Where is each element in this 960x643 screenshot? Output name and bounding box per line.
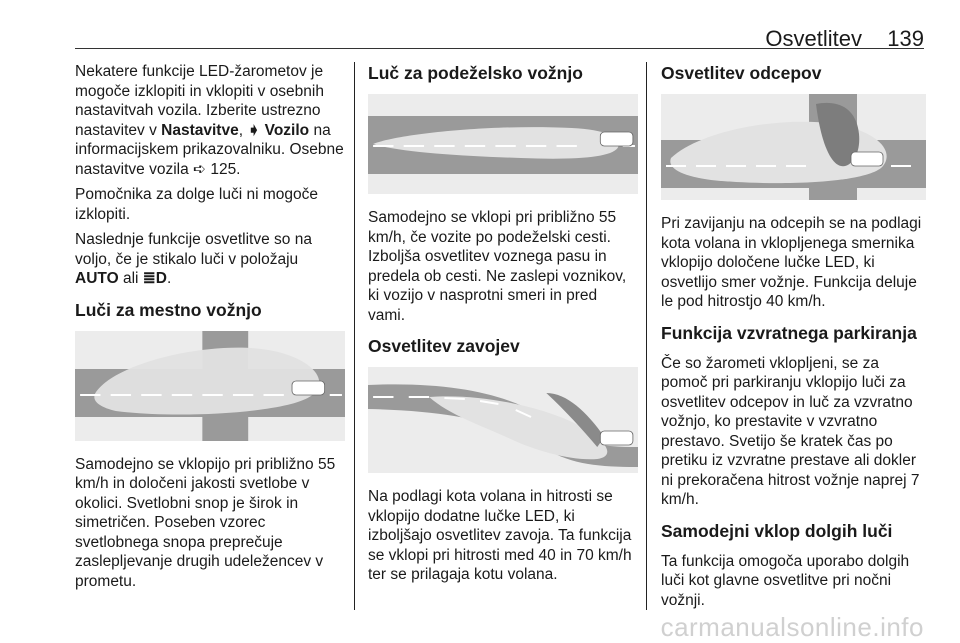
section-heading-country: Luč za podeželsko vožnjo <box>368 63 583 83</box>
header-rule <box>75 48 924 49</box>
country-light-illustration <box>368 94 638 194</box>
section-heading-city: Luči za mestno vožnjo <box>75 299 262 320</box>
paragraph: Naslednje funkcije osvetlitve so na voljo, če je stikalo luči v položaju AUTO ali ≣D. <box>75 231 312 287</box>
page-reference: ➪ 125. <box>193 160 241 178</box>
menu-vehicle: Vozilo <box>264 121 310 139</box>
paragraph: Samodejno se vklopi pri približno 55 km/h, če vozite po podeželski cesti. Izboljša osvetlitev voznega pasu in predela ob cesti. Ne zaslepi voznikov, ki vozijo v nasprotni smeri in pred vami. <box>368 209 627 324</box>
column-2 <box>368 62 638 591</box>
curve-light-illustration <box>368 367 638 473</box>
intro-paragraph: Nekatere funkcije LED-žarometov je mogoče izklopiti in vklopiti v osebnih nastavitvah vozila. Izberite ustrezno nastavitev v Nastavitve, ➧ Vozilo na informacijskem prikazovalniku. Osebne nastavitve vozila ➪ 125. <box>75 63 344 178</box>
watermark: carmanualsonline.info <box>660 612 924 642</box>
column-1 <box>75 62 345 597</box>
auto-label: AUTO <box>75 270 119 287</box>
column-3 <box>661 62 926 616</box>
page-header <box>0 22 960 52</box>
section-heading-curves: Osvetlitev zavojev <box>368 336 520 356</box>
section-heading-auto-high-beam: Samodejni vklop dolgih luči <box>661 520 893 541</box>
junction-light-illustration <box>661 94 926 200</box>
arrow-icon: ➧ <box>247 121 261 139</box>
column-divider <box>646 62 647 610</box>
paragraph: Ta funkcija omogoča uporabo dolgih luči kot glavne osvetlitve pri nočni vožnji. <box>661 552 910 609</box>
page-number: 139 <box>887 26 924 51</box>
section-heading-reverse-parking: Funkcija vzvratnega parkiranja <box>661 322 917 343</box>
paragraph: Na podlagi kota volana in hitrosti se vklopijo dodatne lučke LED, ki izboljšajo osvetlitev zavoja. Ta funkcija se vklopi pri hitrosti med 40 in 70 km/h ter se prilagaja kotu volana. <box>368 488 632 583</box>
page-title: Osvetlitev <box>765 26 862 51</box>
headlight-symbol-icon: ≣D <box>142 270 167 287</box>
city-light-illustration <box>75 331 345 441</box>
paragraph: Pomočnika za dolge luči ni mogoče izklopiti. <box>75 186 318 223</box>
section-heading-junctions: Osvetlitev odcepov <box>661 63 822 83</box>
paragraph: Če so žarometi vklopljeni, se za pomoč pri parkiranju vklopijo luči za osvetlitev odcepov in luč za vzvratno vožnjo, ko prestavite v vzvratno prestavo. Svetijo še kratek čas po pretiku iz vzvratne prestave ali dokler ni prekoračena hitrost vožnje naprej 7 km/h. <box>661 354 920 508</box>
menu-settings: Nastavitve <box>161 121 239 139</box>
column-divider <box>354 62 355 610</box>
paragraph: Pri zavijanju na odcepih se na podlagi kota volana in vklopljenega smernika vklopijo določene lučke LED, ki osvetlijo smer vožnje. Funkcija deluje le pod hitrostjo 40 km/h. <box>661 215 922 310</box>
paragraph: Samodejno se vklopijo pri približno 55 km/h in določeni jakosti svetlobe v okolici. Svetlobni snop je širok in simetričen. Poseben vzorec svetlobnega snopa preprečuje zaslepljevanje drugih udeležencev v prometu. <box>75 455 336 590</box>
